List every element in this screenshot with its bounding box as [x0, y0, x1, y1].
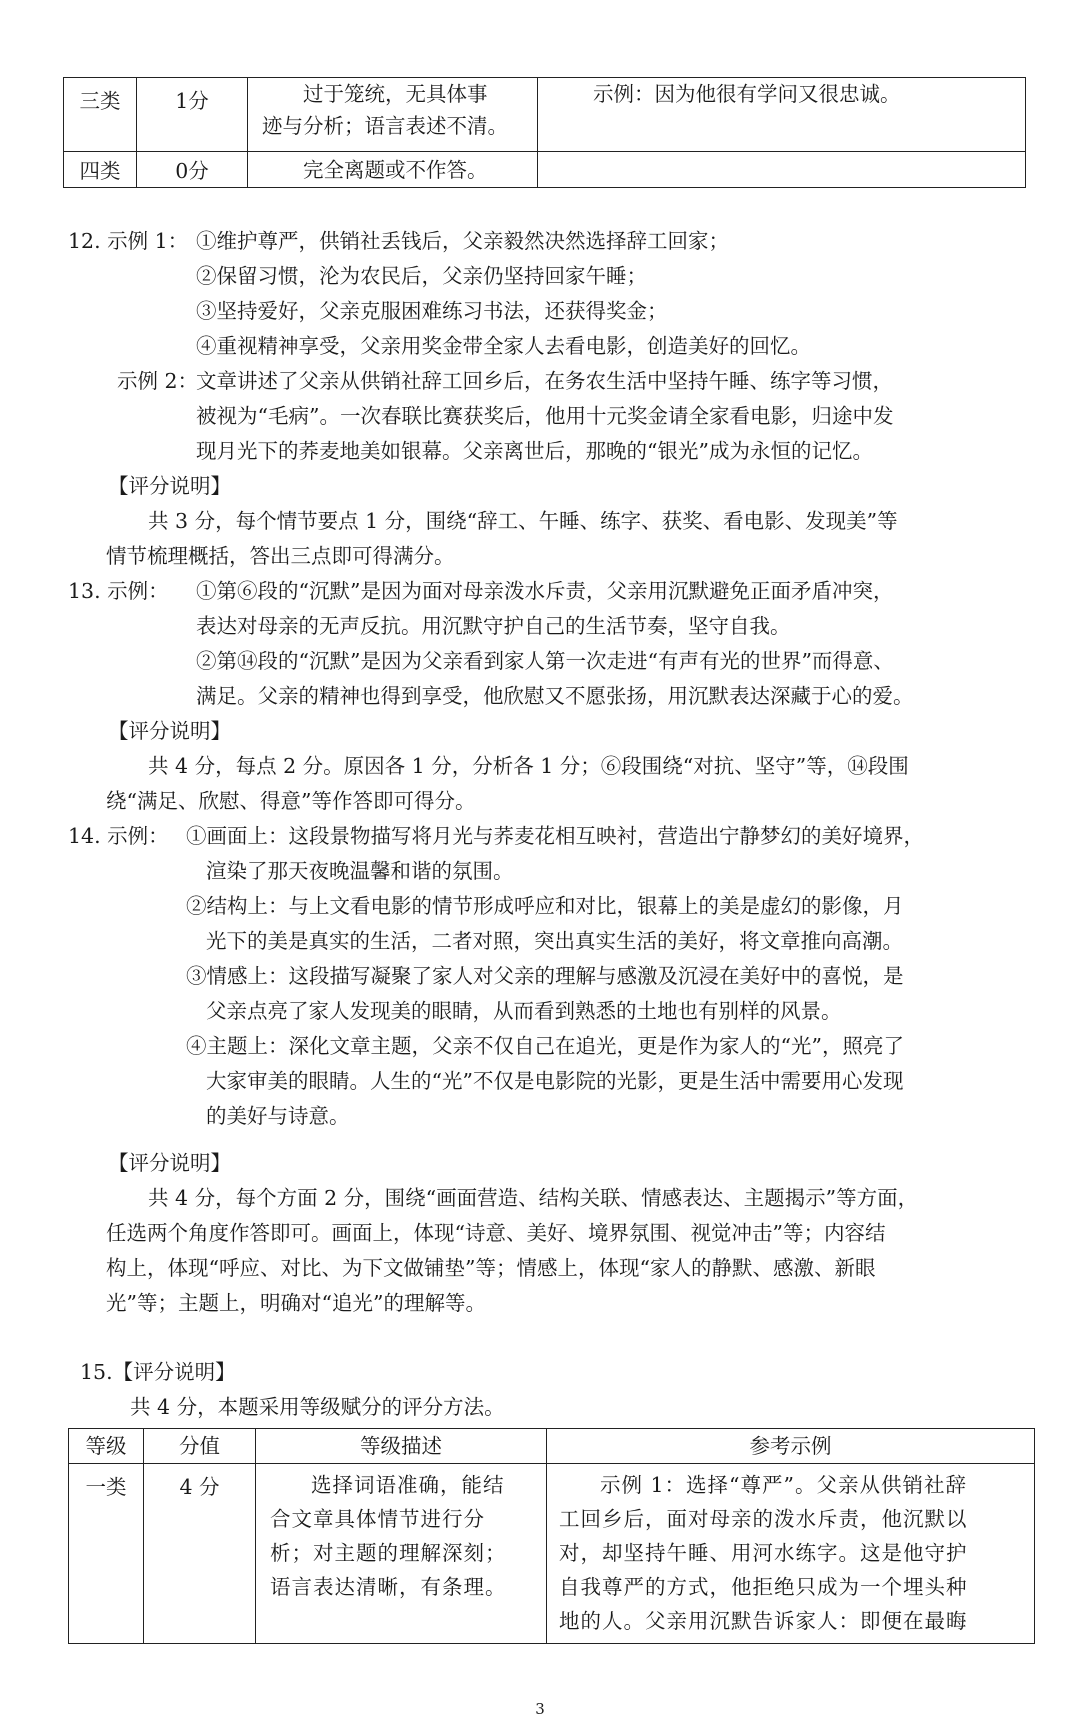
q15-label: 15.【评分说明】 — [80, 1360, 236, 1384]
example-cell — [538, 152, 1026, 188]
header-grade: 等级 — [69, 1429, 144, 1464]
top-grade-table — [63, 77, 1026, 188]
example-cell — [547, 1464, 1035, 1644]
q14-line: ④主题上：深化文章主题，父亲不仅自己在追光，更是作为家人的“光”，照亮了 — [186, 1034, 904, 1058]
q12-item: ①维护尊严，供销社丢钱后，父亲毅然决然选择辞工回家； — [196, 229, 729, 253]
desc-cell — [248, 78, 538, 152]
desc-cell — [256, 1464, 547, 1644]
header-example: 参考示例 — [547, 1429, 1035, 1464]
header-score: 分值 — [144, 1429, 256, 1464]
q12-item: ③坚持爱好，父亲克服困难练习书法，还获得奖金； — [196, 299, 668, 323]
table-header-row — [69, 1429, 1035, 1464]
q14-label: 14. 示例： — [68, 824, 169, 848]
q15-grade-table — [68, 1428, 1035, 1644]
desc-line: 完全离题或不作答。 — [303, 158, 488, 182]
q15-intro: 共 4 分，本题采用等级赋分的评分方法。 — [130, 1395, 505, 1419]
grade-cell: 四类 — [64, 152, 137, 188]
q14-line: 的美好与诗意。 — [206, 1104, 350, 1128]
q12-ex2-line: 被视为“毛病”。一次春联比赛获奖后，他用十元奖金请全家看电影，归途中发 — [196, 404, 894, 428]
header-desc: 等级描述 — [256, 1429, 547, 1464]
q14-line: ①画面上：这段景物描写将月光与荞麦花相互映衬，营造出宁静梦幻的美好境界， — [186, 824, 924, 848]
example-cell — [538, 78, 1026, 152]
q13-line: 满足。父亲的精神也得到享受，他欣慰又不愿张扬，用沉默表达深藏于心的爱。 — [196, 684, 914, 708]
desc-line: 过于笼统，无具体事 — [303, 82, 488, 106]
page-number: 3 — [535, 1700, 545, 1718]
score-cell: 0分 — [137, 152, 248, 188]
q13-line: 表达对母亲的无声反抗。用沉默守护自己的生活节奏，坚守自我。 — [196, 614, 791, 638]
q14-rubric-line: 任选两个角度作答即可。画面上，体现“诗意、美好、境界氛围、视觉冲击”等；内容结 — [106, 1221, 886, 1245]
example-line: 对，却坚持午睡、用河水练字。这是他守护 — [559, 1541, 968, 1565]
q12-ex2-line: 文章讲述了父亲从供销社辞工回乡后，在务农生活中坚持午睡、练字等习惯， — [196, 369, 893, 393]
q12-ex1-label: 12. 示例 1： — [68, 229, 189, 253]
example-line: 示例 1：选择“尊严”。父亲从供销社辞 — [600, 1473, 968, 1497]
q14-rubric-line: 构上，体现“呼应、对比、为下文做铺垫”等；情感上，体现“家人的静默、感激、新眼 — [106, 1256, 876, 1280]
q14-line: 光下的美是真实的生活，二者对照，突出真实生活的美好，将文章推向高潮。 — [206, 929, 903, 953]
desc-line: 选择词语准确，能结 — [311, 1473, 505, 1497]
q14-rubric-line: 光”等；主题上，明确对“追光”的理解等。 — [106, 1291, 486, 1315]
q12-rubric-line: 情节梳理概括，答出三点即可得满分。 — [106, 544, 455, 568]
q13-rubric-line: 共 4 分，每点 2 分。原因各 1 分，分析各 1 分；⑥段围绕“对抗、坚守”等，⑭段围 — [148, 754, 909, 778]
q12-rubric-line: 共 3 分，每个情节要点 1 分，围绕“辞工、午睡、练字、获奖、看电影、发现美”等 — [148, 509, 898, 533]
table-row — [64, 78, 1026, 152]
grade-cell: 三类 — [64, 78, 137, 152]
desc-line: 迹与分析；语言表述不清。 — [262, 114, 508, 138]
q14-line: 父亲点亮了家人发现美的眼睛，从而看到熟悉的土地也有别样的风景。 — [206, 999, 842, 1023]
table-row — [69, 1464, 1035, 1644]
score-cell: 4 分 — [144, 1464, 256, 1644]
q14-line: 大家审美的眼睛。人生的“光”不仅是电影院的光影，更是生活中需要用心发现 — [206, 1069, 904, 1093]
desc-line: 析；对主题的理解深刻； — [270, 1541, 507, 1565]
q13-label: 13. 示例： — [68, 579, 169, 603]
q12-ex2-label: 示例 2： — [117, 369, 199, 393]
q14-line: 渲染了那天夜晚温馨和谐的氛围。 — [206, 859, 514, 883]
q12-item: ④重视精神享受，父亲用奖金带全家人去看电影，创造美好的回忆。 — [196, 334, 811, 358]
example-text: 示例：因为他很有学问又很忠诚。 — [593, 82, 901, 106]
score-cell: 1分 — [137, 78, 248, 152]
q14-rubric-title: 【评分说明】 — [108, 1151, 231, 1175]
q13-rubric-title: 【评分说明】 — [108, 719, 231, 743]
table-row — [64, 152, 1026, 188]
q13-rubric-line: 绕“满足、欣慰、得意”等作答即可得分。 — [106, 789, 476, 813]
q14-rubric-line: 共 4 分，每个方面 2 分，围绕“画面营造、结构关联、情感表达、主题揭示”等方面， — [148, 1186, 919, 1210]
desc-line: 合文章具体情节进行分 — [270, 1507, 485, 1531]
q12-ex2-line: 现月光下的荞麦地美如银幕。父亲离世后，那晚的“银光”成为永恒的记忆。 — [196, 439, 873, 463]
example-line: 工回乡后，面对母亲的泼水斥责，他沉默以 — [559, 1507, 968, 1531]
grade-cell: 一类 — [69, 1464, 144, 1644]
q14-line: ②结构上：与上文看电影的情节形成呼应和对比，银幕上的美是虚幻的影像，月 — [186, 894, 904, 918]
example-line: 自我尊严的方式，他拒绝只成为一个埋头种 — [559, 1575, 968, 1599]
desc-cell — [248, 152, 538, 188]
desc-line: 语言表达清晰，有条理。 — [270, 1575, 507, 1599]
q12-item: ②保留习惯，沦为农民后，父亲仍坚持回家午睡； — [196, 264, 647, 288]
q13-line: ①第⑥段的“沉默”是因为面对母亲泼水斥责，父亲用沉默避免正面矛盾冲突， — [196, 579, 894, 603]
example-line: 地的人。父亲用沉默告诉家人：即便在最晦 — [559, 1609, 968, 1633]
q13-line: ②第⑭段的“沉默”是因为父亲看到家人第一次走进“有声有光的世界”而得意、 — [196, 649, 894, 673]
q14-line: ③情感上：这段描写凝聚了家人对父亲的理解与感激及沉浸在美好中的喜悦，是 — [186, 964, 904, 988]
q12-rubric-title: 【评分说明】 — [108, 474, 231, 498]
